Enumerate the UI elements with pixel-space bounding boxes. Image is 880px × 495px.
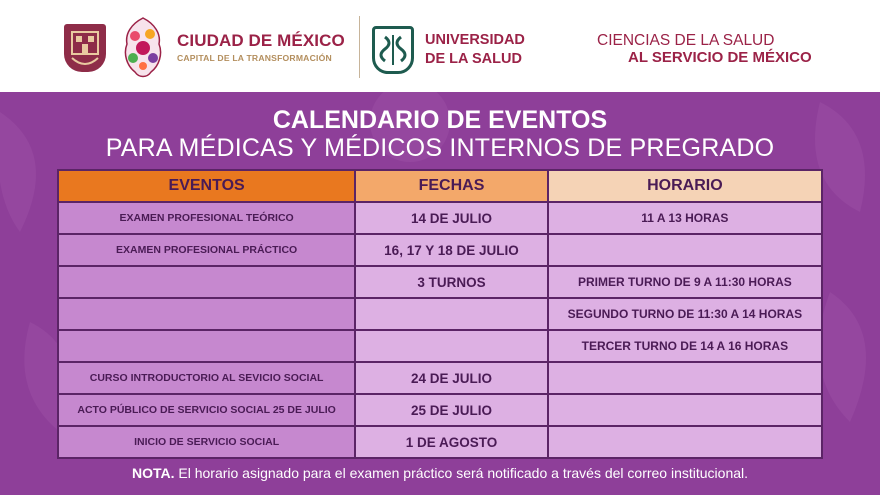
- schedule-cell: [549, 427, 821, 457]
- schedule-cell: [549, 395, 821, 425]
- university-line1: UNIVERSIDAD: [425, 32, 525, 48]
- table-row: [59, 265, 821, 297]
- header-divider: [359, 16, 360, 78]
- cdmx-title: CIUDAD DE MÉXICO: [177, 31, 345, 50]
- table-row: [59, 393, 821, 425]
- cdmx-shield-icon: [64, 24, 106, 72]
- schedule-cell: 11 A 13 HORAS: [549, 203, 821, 233]
- date-cell: 16, 17 Y 18 DE JULIO: [356, 235, 547, 265]
- table-row: [59, 297, 821, 329]
- header: [0, 0, 880, 92]
- main-panel: [0, 92, 880, 495]
- table-row: [59, 329, 821, 361]
- header-horario: HORARIO: [549, 171, 821, 201]
- title-line2: PARA MÉDICAS Y MÉDICOS INTERNOS DE PREGRADO: [105, 134, 775, 162]
- university-title: [425, 31, 525, 69]
- schedule-cell: [549, 363, 821, 393]
- note-text: El horario asignado para el examen práctico será notificado a través del correo institucional.: [174, 465, 749, 481]
- university-logo-icon: [372, 26, 414, 74]
- date-cell: [356, 331, 547, 361]
- schedule-cell: PRIMER TURNO DE 9 A 11:30 HORAS: [549, 267, 821, 297]
- event-cell: [59, 331, 354, 361]
- table-header-row: [59, 171, 821, 201]
- event-cell: EXAMEN PROFESIONAL TEÓRICO: [59, 203, 354, 233]
- slogan-line2: AL SERVICIO DE MÉXICO: [628, 49, 812, 66]
- header-eventos: EVENTOS: [59, 171, 354, 201]
- flower-logo-icon: [117, 14, 169, 82]
- footnote: [0, 465, 880, 481]
- event-cell: [59, 299, 354, 329]
- university-line2: DE LA SALUD: [425, 51, 522, 67]
- cdmx-subtitle: CAPITAL DE LA TRANSFORMACIÓN: [177, 53, 332, 63]
- date-cell: 3 TURNOS: [356, 267, 547, 297]
- event-cell: CURSO INTRODUCTORIO AL SEVICIO SOCIAL: [59, 363, 354, 393]
- event-cell: [59, 267, 354, 297]
- schedule-cell: SEGUNDO TURNO DE 11:30 A 14 HORAS: [549, 299, 821, 329]
- date-cell: 14 DE JULIO: [356, 203, 547, 233]
- schedule-cell: [549, 235, 821, 265]
- date-cell: 25 DE JULIO: [356, 395, 547, 425]
- date-cell: 1 DE AGOSTO: [356, 427, 547, 457]
- title-line1: CALENDARIO DE EVENTOS: [272, 106, 608, 134]
- event-cell: EXAMEN PROFESIONAL PRÁCTICO: [59, 235, 354, 265]
- table-row: [59, 201, 821, 233]
- header-fechas: FECHAS: [356, 171, 547, 201]
- slogan-line1: CIENCIAS DE LA SALUD: [597, 32, 775, 49]
- schedule-cell: TERCER TURNO DE 14 A 16 HORAS: [549, 331, 821, 361]
- date-cell: 24 DE JULIO: [356, 363, 547, 393]
- event-cell: ACTO PÚBLICO DE SERVICIO SOCIAL 25 DE JULIO: [59, 395, 354, 425]
- date-cell: [356, 299, 547, 329]
- event-cell: INICIO DE SERVICIO SOCIAL: [59, 427, 354, 457]
- note-label: NOTA.: [131, 465, 175, 481]
- events-table: [57, 169, 823, 459]
- table-row: [59, 361, 821, 393]
- table-row: [59, 425, 821, 457]
- table-row: [59, 233, 821, 265]
